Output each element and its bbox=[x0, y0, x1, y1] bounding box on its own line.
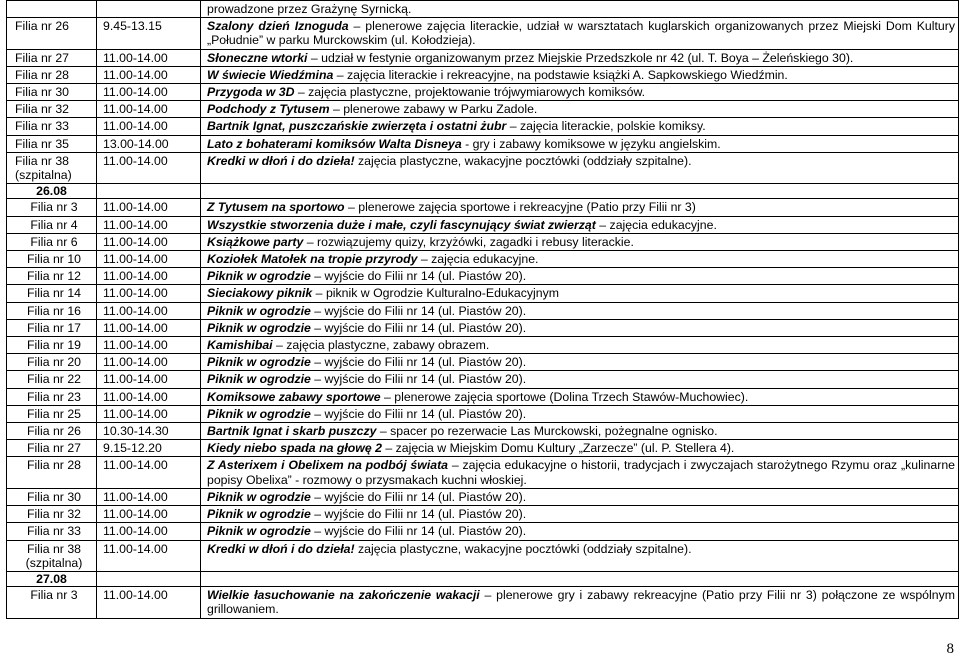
event-title: Piknik w ogrodzie bbox=[207, 489, 311, 504]
event-description bbox=[201, 440, 959, 457]
branch-name: Filia nr 17 bbox=[7, 319, 97, 336]
event-hours: 11.00-14.00 bbox=[97, 118, 201, 135]
schedule-row bbox=[7, 405, 959, 422]
schedule-table bbox=[6, 0, 959, 619]
event-details: – spacer po rezerwacie Las Murckowski, pożegnalne ognisko. bbox=[376, 424, 718, 439]
event-details: – zajęcia literackie, polskie komiksy. bbox=[506, 119, 706, 134]
event-hours: 11.00-14.00 bbox=[97, 354, 201, 371]
branch-name: Filia nr 26 bbox=[7, 423, 97, 440]
event-description bbox=[201, 354, 959, 371]
event-title: Podchody z Tytusem bbox=[207, 102, 330, 117]
event-hours: 11.00-14.00 bbox=[97, 152, 201, 183]
event-details: – wyjście do Filii nr 14 (ul. Piastów 20). bbox=[310, 489, 527, 504]
branch-name: Filia nr 30 bbox=[7, 488, 97, 505]
event-title: W świecie Wiedźmina bbox=[207, 67, 334, 82]
schedule-row bbox=[7, 319, 959, 336]
event-hours: 11.00-14.00 bbox=[97, 66, 201, 83]
event-description bbox=[201, 337, 959, 354]
event-hours: 11.00-14.00 bbox=[97, 216, 201, 233]
event-details: – zajęcia edukacyjne o historii, tradycjach i zwyczajach starożytnego Rzymu oraz „kulinarne popisy Obelixa” - rozmowy o przysmakach kuchni włoskiej. bbox=[207, 458, 955, 487]
event-description bbox=[201, 540, 959, 571]
schedule-row bbox=[7, 371, 959, 388]
event-title: Kiedy niebo spada na głowę 2 bbox=[207, 441, 382, 456]
event-description bbox=[201, 523, 959, 540]
event-description bbox=[201, 388, 959, 405]
event-details: – zajęcia edukacyjne. bbox=[417, 252, 539, 267]
event-hours: 11.00-14.00 bbox=[97, 302, 201, 319]
top-fragment-row bbox=[7, 1, 959, 18]
event-details: – wyjście do Filii nr 14 (ul. Piastów 20). bbox=[310, 524, 527, 539]
branch-name: Filia nr 33 bbox=[7, 523, 97, 540]
event-title: Piknik w ogrodzie bbox=[207, 320, 311, 335]
event-description bbox=[201, 488, 959, 505]
schedule-row bbox=[7, 587, 959, 618]
schedule-row bbox=[7, 216, 959, 233]
event-title: Piknik w ogrodzie bbox=[207, 355, 311, 370]
date-row bbox=[7, 184, 959, 199]
event-hours: 11.00-14.00 bbox=[97, 251, 201, 268]
event-description bbox=[201, 285, 959, 302]
event-description bbox=[201, 152, 959, 183]
branch-name: Filia nr 16 bbox=[7, 302, 97, 319]
event-hours: 11.00-14.00 bbox=[97, 388, 201, 405]
event-hours: 11.00-14.00 bbox=[97, 506, 201, 523]
schedule-row bbox=[7, 423, 959, 440]
branch-name: Filia nr 33 bbox=[7, 118, 97, 135]
branch-name: Filia nr 23 bbox=[7, 388, 97, 405]
event-details: – plenerowe zajęcia sportowe (Dolina Trzech Stawów-Muchowiec). bbox=[380, 389, 749, 404]
event-hours: 11.00-14.00 bbox=[97, 540, 201, 571]
event-title: Piknik w ogrodzie bbox=[207, 303, 311, 318]
event-title: Piknik w ogrodzie bbox=[207, 507, 311, 522]
event-description bbox=[201, 423, 959, 440]
event-title: Słoneczne wtorki bbox=[207, 50, 308, 65]
schedule-row bbox=[7, 440, 959, 457]
event-hours: 11.00-14.00 bbox=[97, 49, 201, 66]
event-details: – zajęcia plastyczne, projektowanie trójwymiarowych komiksów. bbox=[294, 85, 646, 100]
branch-name: Filia nr 25 bbox=[7, 405, 97, 422]
branch-name: Filia nr 14 bbox=[7, 285, 97, 302]
event-details: – wyjście do Filii nr 14 (ul. Piastów 20). bbox=[310, 355, 527, 370]
event-title: Piknik w ogrodzie bbox=[207, 406, 311, 421]
branch-name: Filia nr 12 bbox=[7, 268, 97, 285]
event-title: Bartnik Ignat i skarb puszczy bbox=[207, 424, 377, 439]
date-heading: 26.08 bbox=[7, 184, 97, 199]
event-details: – wyjście do Filii nr 14 (ul. Piastów 20). bbox=[310, 406, 527, 421]
event-title: Koziołek Matołek na tropie przyrody bbox=[207, 252, 418, 267]
page-number: 8 bbox=[946, 641, 954, 657]
schedule-row bbox=[7, 285, 959, 302]
branch-name: Filia nr 30 bbox=[7, 84, 97, 101]
branch-name: Filia nr 4 bbox=[7, 216, 97, 233]
event-details: – plenerowe gry i zabawy rekreacyjne (Patio przy Filii nr 3) połączone ze wspólnym grillowaniem. bbox=[207, 588, 955, 617]
event-title: Książkowe party bbox=[207, 234, 304, 249]
schedule-row bbox=[7, 251, 959, 268]
branch-name: Filia nr 22 bbox=[7, 371, 97, 388]
branch-name: Filia nr 27 bbox=[7, 49, 97, 66]
event-title: Sieciakowy piknik bbox=[207, 286, 313, 301]
event-description bbox=[201, 233, 959, 250]
event-title: Kamishibai bbox=[207, 338, 273, 353]
event-details: – zajęcia edukacyjne. bbox=[595, 217, 717, 232]
event-details: – zajęcia plastyczne, zabawy obrazem. bbox=[272, 338, 490, 353]
event-details: – plenerowe zajęcia sportowe i rekreacyjne (Patio przy Filii nr 3) bbox=[344, 200, 696, 215]
branch-name: Filia nr 28 bbox=[7, 457, 97, 488]
schedule-row bbox=[7, 388, 959, 405]
branch-name: Filia nr 26 bbox=[7, 18, 97, 49]
schedule-row bbox=[7, 337, 959, 354]
event-details: – wyjście do Filii nr 14 (ul. Piastów 20). bbox=[310, 303, 527, 318]
event-details: - gry i zabawy komiksowe w języku angielskim. bbox=[461, 136, 721, 151]
schedule-row bbox=[7, 268, 959, 285]
event-description bbox=[201, 66, 959, 83]
branch-name: Filia nr 38 (szpitalna) bbox=[7, 540, 97, 571]
event-description bbox=[201, 101, 959, 118]
event-description bbox=[201, 302, 959, 319]
event-description bbox=[201, 49, 959, 66]
event-description bbox=[201, 371, 959, 388]
event-description bbox=[201, 405, 959, 422]
event-hours: 11.00-14.00 bbox=[97, 233, 201, 250]
event-description bbox=[201, 587, 959, 618]
branch-name: Filia nr 27 bbox=[7, 440, 97, 457]
event-title: Wielkie łasuchowanie na zakończenie wakacji bbox=[207, 588, 480, 603]
empty-cell bbox=[97, 184, 201, 199]
schedule-body bbox=[7, 1, 959, 619]
event-details: – rozwiązujemy quizy, krzyżówki, zagadki i rebusy literackie. bbox=[303, 234, 634, 249]
event-details: – zajęcia literackie i rekreacyjne, na podstawie książki A. Sapkowskiego Wiedźmin. bbox=[333, 67, 788, 82]
schedule-row bbox=[7, 18, 959, 49]
schedule-row bbox=[7, 152, 959, 183]
date-row bbox=[7, 571, 959, 586]
event-hours: 11.00-14.00 bbox=[97, 285, 201, 302]
event-hours: 13.00-14.00 bbox=[97, 135, 201, 152]
event-hours: 11.00-14.00 bbox=[97, 101, 201, 118]
event-hours: 11.00-14.00 bbox=[97, 523, 201, 540]
event-details: – piknik w Ogrodzie Kulturalno-Edukacyjnym bbox=[312, 286, 559, 301]
event-hours: 9.15-12.20 bbox=[97, 440, 201, 457]
event-description bbox=[201, 457, 959, 488]
event-title: Komiksowe zabawy sportowe bbox=[207, 389, 381, 404]
event-description bbox=[201, 216, 959, 233]
event-hours: 11.00-14.00 bbox=[97, 268, 201, 285]
event-details: zajęcia plastyczne, wakacyjne pocztówki (oddziały szpitalne). bbox=[354, 153, 692, 168]
schedule-row bbox=[7, 84, 959, 101]
event-title: Piknik w ogrodzie bbox=[207, 372, 311, 387]
schedule-row bbox=[7, 354, 959, 371]
event-title: Z Tytusem na sportowo bbox=[207, 200, 345, 215]
branch-name: Filia nr 38 (szpitalna) bbox=[7, 152, 97, 183]
event-details: – wyjście do Filii nr 14 (ul. Piastów 20). bbox=[310, 372, 527, 387]
event-title: Piknik w ogrodzie bbox=[207, 269, 311, 284]
branch-name: Filia nr 3 bbox=[7, 587, 97, 618]
branch-name: Filia nr 19 bbox=[7, 337, 97, 354]
schedule-row bbox=[7, 302, 959, 319]
event-description bbox=[201, 251, 959, 268]
event-description bbox=[201, 199, 959, 216]
event-hours: 11.00-14.00 bbox=[97, 84, 201, 101]
schedule-row bbox=[7, 118, 959, 135]
event-details: – plenerowe zajęcia literackie, udział w warsztatach kuglarskich organizowanych przez Miejski Dom Kultury „Południe” w parku Murckowskim (ul. Kołodzieja). bbox=[207, 19, 955, 48]
schedule-row bbox=[7, 66, 959, 83]
event-details: – udział w festynie organizowanym przez Miejskie Przedszkole nr 42 (ul. T. Boya – Żeleńskiego 30). bbox=[307, 50, 854, 65]
event-details: – plenerowe zabawy w Parku Zadole. bbox=[329, 102, 538, 117]
event-hours: 11.00-14.00 bbox=[97, 199, 201, 216]
event-title: Z Asterixem i Obelixem na podbój świata bbox=[207, 458, 449, 473]
event-description bbox=[201, 506, 959, 523]
empty-cell bbox=[97, 1, 201, 18]
schedule-row bbox=[7, 101, 959, 118]
event-title: Przygoda w 3D bbox=[207, 85, 295, 100]
top-fragment: prowadzone przez Grażynę Syrnicką. bbox=[201, 1, 959, 18]
branch-name: Filia nr 28 bbox=[7, 66, 97, 83]
event-hours: 10.30-14.30 bbox=[97, 423, 201, 440]
event-details: – zajęcia w Miejskim Domu Kultury „Zarzecze” (ul. P. Stellera 4). bbox=[381, 441, 735, 456]
event-hours: 11.00-14.00 bbox=[97, 457, 201, 488]
event-hours: 11.00-14.00 bbox=[97, 371, 201, 388]
event-hours: 11.00-14.00 bbox=[97, 488, 201, 505]
empty-cell bbox=[97, 571, 201, 586]
event-details: – wyjście do Filii nr 14 (ul. Piastów 20). bbox=[310, 507, 527, 522]
event-description bbox=[201, 268, 959, 285]
event-description bbox=[201, 319, 959, 336]
empty-cell bbox=[201, 184, 959, 199]
branch-name: Filia nr 3 bbox=[7, 199, 97, 216]
event-hours: 9.45-13.15 bbox=[97, 18, 201, 49]
schedule-row bbox=[7, 506, 959, 523]
event-title: Kredki w dłoń i do dzieła! bbox=[207, 541, 355, 556]
branch-name: Filia nr 32 bbox=[7, 506, 97, 523]
event-details: zajęcia plastyczne, wakacyjne pocztówki (oddziały szpitalne). bbox=[354, 541, 692, 556]
event-title: Szalony dzień Iznoguda bbox=[207, 19, 349, 34]
schedule-row bbox=[7, 49, 959, 66]
event-title: Wszystkie stworzenia duże i małe, czyli fascynujący świat zwierząt bbox=[207, 217, 596, 232]
branch-name: Filia nr 6 bbox=[7, 233, 97, 250]
event-title: Piknik w ogrodzie bbox=[207, 524, 311, 539]
event-details: – wyjście do Filii nr 14 (ul. Piastów 20). bbox=[310, 269, 527, 284]
event-details: – wyjście do Filii nr 14 (ul. Piastów 20). bbox=[310, 320, 527, 335]
event-hours: 11.00-14.00 bbox=[97, 587, 201, 618]
schedule-row bbox=[7, 540, 959, 571]
empty-cell bbox=[201, 571, 959, 586]
event-title: Bartnik Ignat, puszczańskie zwierzęta i ostatni żubr bbox=[207, 119, 507, 134]
schedule-row bbox=[7, 233, 959, 250]
schedule-sheet bbox=[6, 0, 958, 619]
branch-name: Filia nr 35 bbox=[7, 135, 97, 152]
date-heading: 27.08 bbox=[7, 571, 97, 586]
event-hours: 11.00-14.00 bbox=[97, 319, 201, 336]
event-title: Lato z bohaterami komiksów Walta Disneya bbox=[207, 136, 462, 151]
schedule-row bbox=[7, 523, 959, 540]
event-description bbox=[201, 18, 959, 49]
event-description bbox=[201, 118, 959, 135]
schedule-row bbox=[7, 199, 959, 216]
branch-name: Filia nr 32 bbox=[7, 101, 97, 118]
schedule-row bbox=[7, 135, 959, 152]
schedule-row bbox=[7, 457, 959, 488]
schedule-row bbox=[7, 488, 959, 505]
event-description bbox=[201, 135, 959, 152]
empty-cell bbox=[7, 1, 97, 18]
event-title: Kredki w dłoń i do dzieła! bbox=[207, 153, 355, 168]
event-description bbox=[201, 84, 959, 101]
event-hours: 11.00-14.00 bbox=[97, 405, 201, 422]
branch-name: Filia nr 20 bbox=[7, 354, 97, 371]
branch-name: Filia nr 10 bbox=[7, 251, 97, 268]
event-hours: 11.00-14.00 bbox=[97, 337, 201, 354]
